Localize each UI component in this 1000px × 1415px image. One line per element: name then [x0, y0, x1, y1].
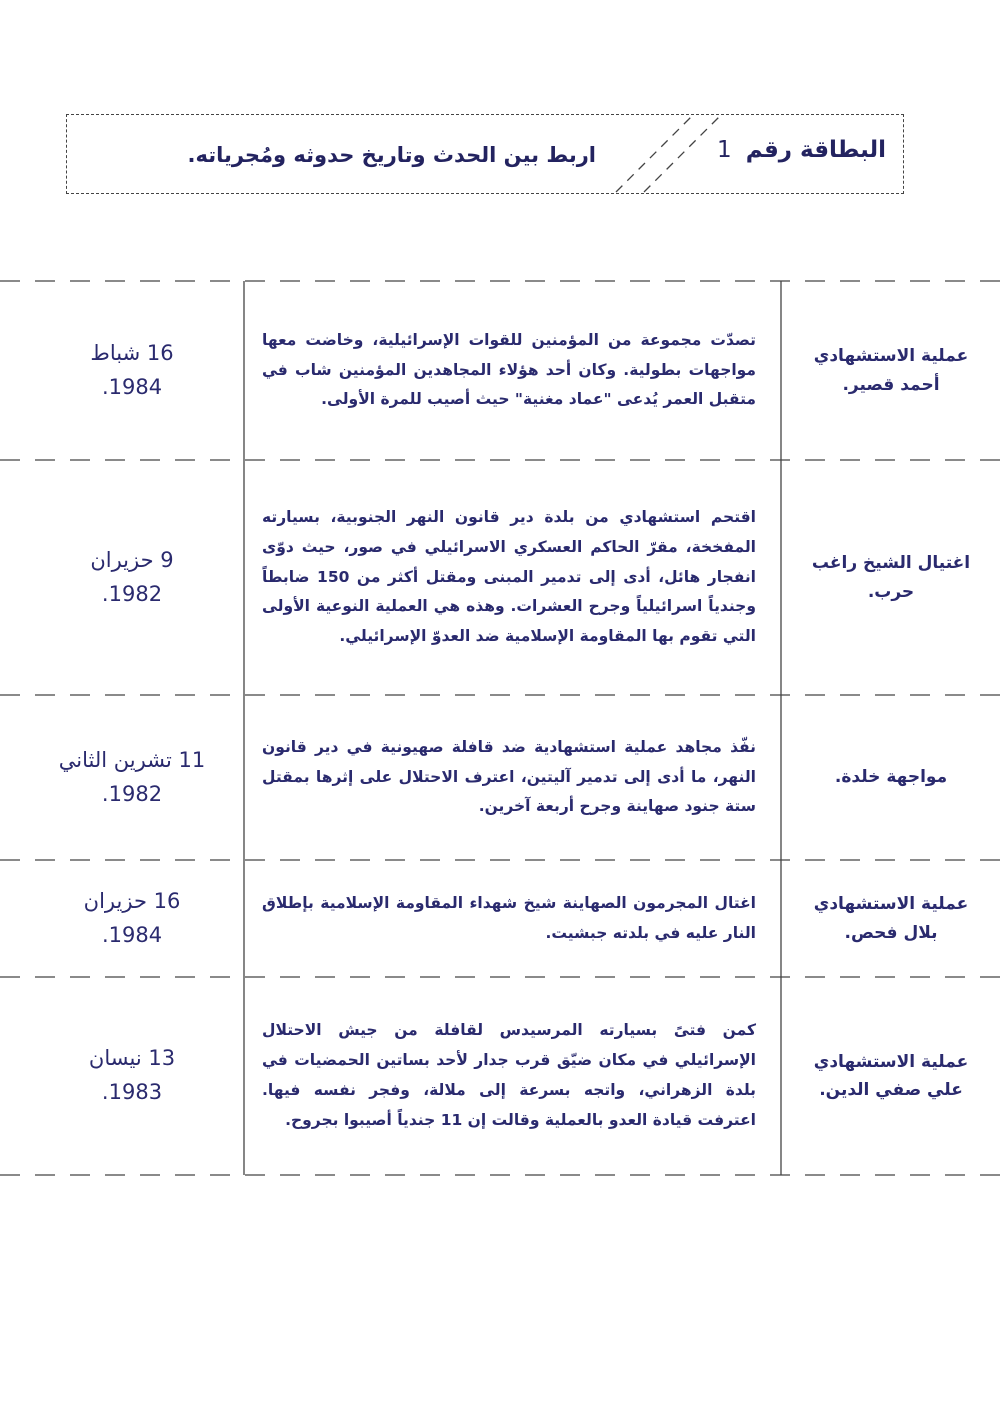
description-cell-3[interactable] [244, 695, 782, 860]
date-year-1: 1984. [101, 374, 163, 399]
description-text-3: نفّذ مجاهد عملية استشهادية ضد قافلة صهيونية في دير قانون النهر، ما أدى إلى تدمير آليتين، اعترف الاحتلال على إثرها بمقتل ستة جنود صهاينة وجرح أربعة آخرين. [262, 737, 756, 816]
date-cell-2[interactable] [20, 460, 244, 695]
date-year-2: 1982. [101, 581, 163, 606]
date-cell-3[interactable] [20, 695, 244, 860]
card-number: 1 [717, 137, 732, 163]
date-day-3: 11 تشرين الثاني [58, 747, 206, 772]
description-cell-1[interactable] [244, 281, 782, 460]
date-cell-5[interactable] [20, 977, 244, 1175]
description-cell-2[interactable] [244, 460, 782, 695]
date-year-5: 1983. [101, 1080, 163, 1104]
date-day-1: 16 شباط [90, 340, 174, 365]
description-text-4: اغتال المجرمون الصهاينة شيخ شهداء المقاومة الإسلامية بإطلاق النار عليه في بلدته جبشيت. [262, 893, 756, 942]
date-day-5: 13 نيسان [88, 1046, 176, 1071]
event-cell-5[interactable]: عملية الاستشهادي علي صفي الدين. [813, 1051, 969, 1100]
card-instruction: اربط بين الحدث وتاريخ حدوثه ومُجرياته. [187, 143, 596, 167]
description-text-5: كمن فتىً بسيارته المرسيدس لقافلة من جيش الاحتلال الإسرائيلي في مكان ضيّق قرب جدار لأحد بساتين الحمضيات في بلدة الزهراني، واتجه بسرعة إلى ملالة، وفجر نفسه فيها. اعترفت قيادة العدو بالعملية وقالت إن 11 جندياً أصيبوا بجروح. [262, 1021, 756, 1129]
description-cell-5[interactable] [244, 977, 782, 1175]
event-cell-2[interactable]: اغتيال الشيخ راغب حرب. [811, 553, 971, 602]
description-text-2: اقتحم استشهادي من بلدة دير قانون النهر الجنوبية، بسيارته المفخخة، مقرّ الحاكم العسكري الاسرائيلي في صور، حيث دوّى انفجار هائل، أدى إلى تدمير المبنى ومقتل أكثر من 150 ضابطاً وجندياً اسرائيلياً وجرح العشرات. وهذه هي العملية النوعية الأولى التي تقوم بها المقاومة الإسلامية ضد العدوّ الإسرائيلي. [262, 507, 756, 646]
date-cell-4[interactable] [20, 860, 244, 977]
date-cell-1[interactable] [20, 281, 244, 460]
event-cell-4[interactable]: عملية الاستشهادي بلال فحص. [813, 894, 969, 943]
event-cell-3[interactable]: مواجهة خلدة. [834, 767, 948, 788]
event-cell-1[interactable]: عملية الاستشهادي أحمد قصير. [813, 346, 969, 395]
date-year-4: 1984. [101, 922, 163, 947]
date-day-4: 16 حزيران [83, 888, 181, 913]
card-label: البطاقة رقم [745, 137, 886, 163]
description-text-1: تصدّت مجموعة من المؤمنين للقوات الإسرائيلية، وخاضت معها مواجهات بطولية. وكان أحد هؤلاء المجاهدين المؤمنين شاب في متقبل العمر يُدعى "عماد مغنية" حيث أصيب للمرة الأولى. [262, 330, 756, 409]
date-year-3: 1982. [101, 781, 163, 806]
description-cell-4[interactable] [244, 860, 782, 977]
date-day-2: 9 حزيران [90, 547, 174, 572]
